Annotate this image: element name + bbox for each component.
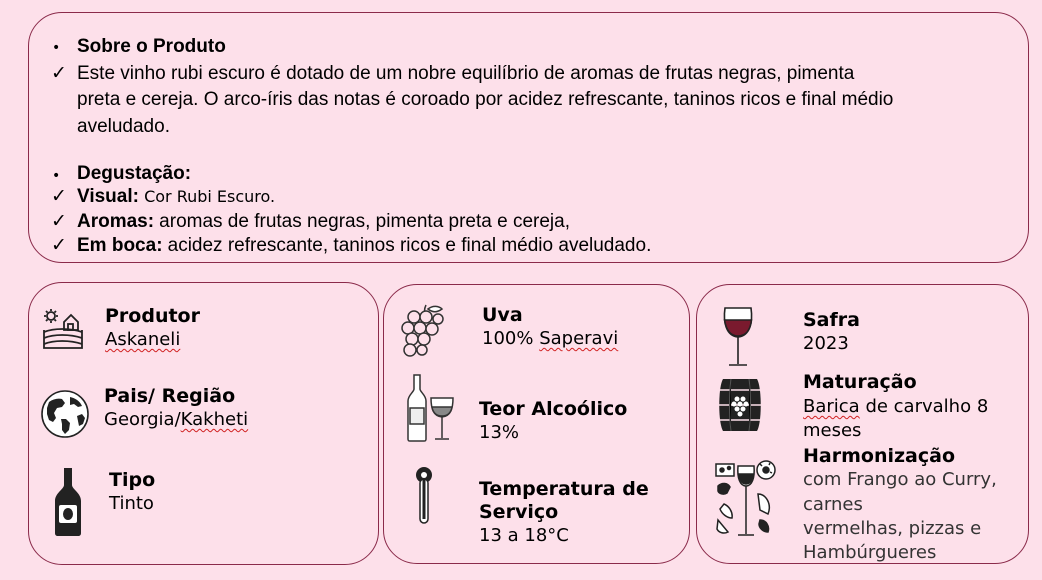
check-icon: ✓ bbox=[51, 62, 67, 84]
thermometer-icon bbox=[414, 465, 434, 527]
grape-value-variety: Saperavi bbox=[539, 328, 619, 349]
aging-value-wood: de carvalho 8 bbox=[859, 396, 989, 417]
alcohol-value: 13% bbox=[479, 422, 520, 443]
pairing-line-1: com Frango ao Curry, bbox=[803, 469, 997, 490]
country-label: Pais/ Região bbox=[104, 385, 236, 407]
vintage-value: 2023 bbox=[803, 333, 849, 354]
producer-value: Askaneli bbox=[105, 329, 181, 350]
country-value bbox=[104, 411, 248, 429]
food-pairing-icon bbox=[714, 458, 778, 542]
tasting-mouth-value: acidez refrescante, taninos ricos e final médio aveludado. bbox=[167, 235, 652, 256]
type-label: Tipo bbox=[109, 469, 156, 491]
pairing-line-4: Hambúrgueres bbox=[803, 542, 937, 563]
type-value: Tinto bbox=[109, 493, 154, 514]
about-desc-line-2: preta e cereja. O arco-íris das notas é coroado por acidez refrescante, taninos ricos e final médio bbox=[77, 89, 894, 110]
tasting-heading: Degustação: bbox=[77, 163, 192, 184]
farm-icon bbox=[42, 308, 84, 350]
wine-glass-icon bbox=[722, 306, 754, 368]
grapes-icon bbox=[400, 303, 444, 357]
tasting-mouth bbox=[77, 236, 651, 255]
grape-value bbox=[482, 330, 618, 348]
temperature-label-line-1: Temperatura de bbox=[479, 478, 649, 500]
aging-value-line-1 bbox=[803, 398, 988, 416]
tasting-visual bbox=[77, 187, 275, 206]
country-value-region: Kakheti bbox=[180, 409, 249, 430]
aging-label: Maturação bbox=[803, 371, 917, 393]
tasting-visual-value: Cor Rubi Escuro. bbox=[144, 187, 276, 206]
aging-value-line-2: meses bbox=[803, 420, 862, 441]
tasting-aromas bbox=[77, 212, 570, 231]
bullet: • bbox=[52, 168, 61, 184]
tasting-aromas-label: Aromas: bbox=[77, 211, 155, 232]
bullet: • bbox=[52, 40, 61, 56]
about-desc-line-1: Este vinho rubi escuro é dotado de um nobre equilíbrio de aromas de frutas negras, pimenta bbox=[77, 63, 855, 84]
tasting-visual-label: Visual: bbox=[77, 186, 139, 207]
pairing-line-3: vermelhas, pizzas e bbox=[803, 518, 982, 539]
about-heading: Sobre o Produto bbox=[77, 36, 226, 57]
country-value-country: Georgia/ bbox=[104, 409, 181, 430]
check-icon: ✓ bbox=[51, 210, 67, 232]
pairing-line-2: carnes bbox=[803, 494, 863, 515]
temperature-label-line-2: Serviço bbox=[479, 501, 559, 523]
tasting-mouth-label: Em boca: bbox=[77, 235, 163, 256]
pairing-label: Harmonização bbox=[803, 445, 955, 467]
check-icon: ✓ bbox=[51, 234, 67, 256]
about-desc-line-3: aveludado. bbox=[77, 116, 170, 137]
globe-icon bbox=[39, 388, 91, 440]
wine-bottle-icon bbox=[54, 467, 82, 537]
tasting-aromas-value: aromas de frutas negras, pimenta preta e cereja, bbox=[159, 211, 571, 232]
temperature-value: 13 a 18°C bbox=[479, 525, 569, 546]
grape-label: Uva bbox=[482, 304, 523, 326]
check-icon: ✓ bbox=[51, 185, 67, 207]
grape-value-percent: 100% bbox=[482, 328, 540, 349]
vintage-label: Safra bbox=[803, 309, 860, 331]
barrel-icon bbox=[717, 377, 763, 433]
bottle-glass-icon bbox=[405, 374, 455, 442]
aging-value-barrel: Barica bbox=[803, 396, 860, 417]
alcohol-label: Teor Alcoólico bbox=[479, 398, 628, 420]
producer-label: Produtor bbox=[105, 305, 200, 327]
